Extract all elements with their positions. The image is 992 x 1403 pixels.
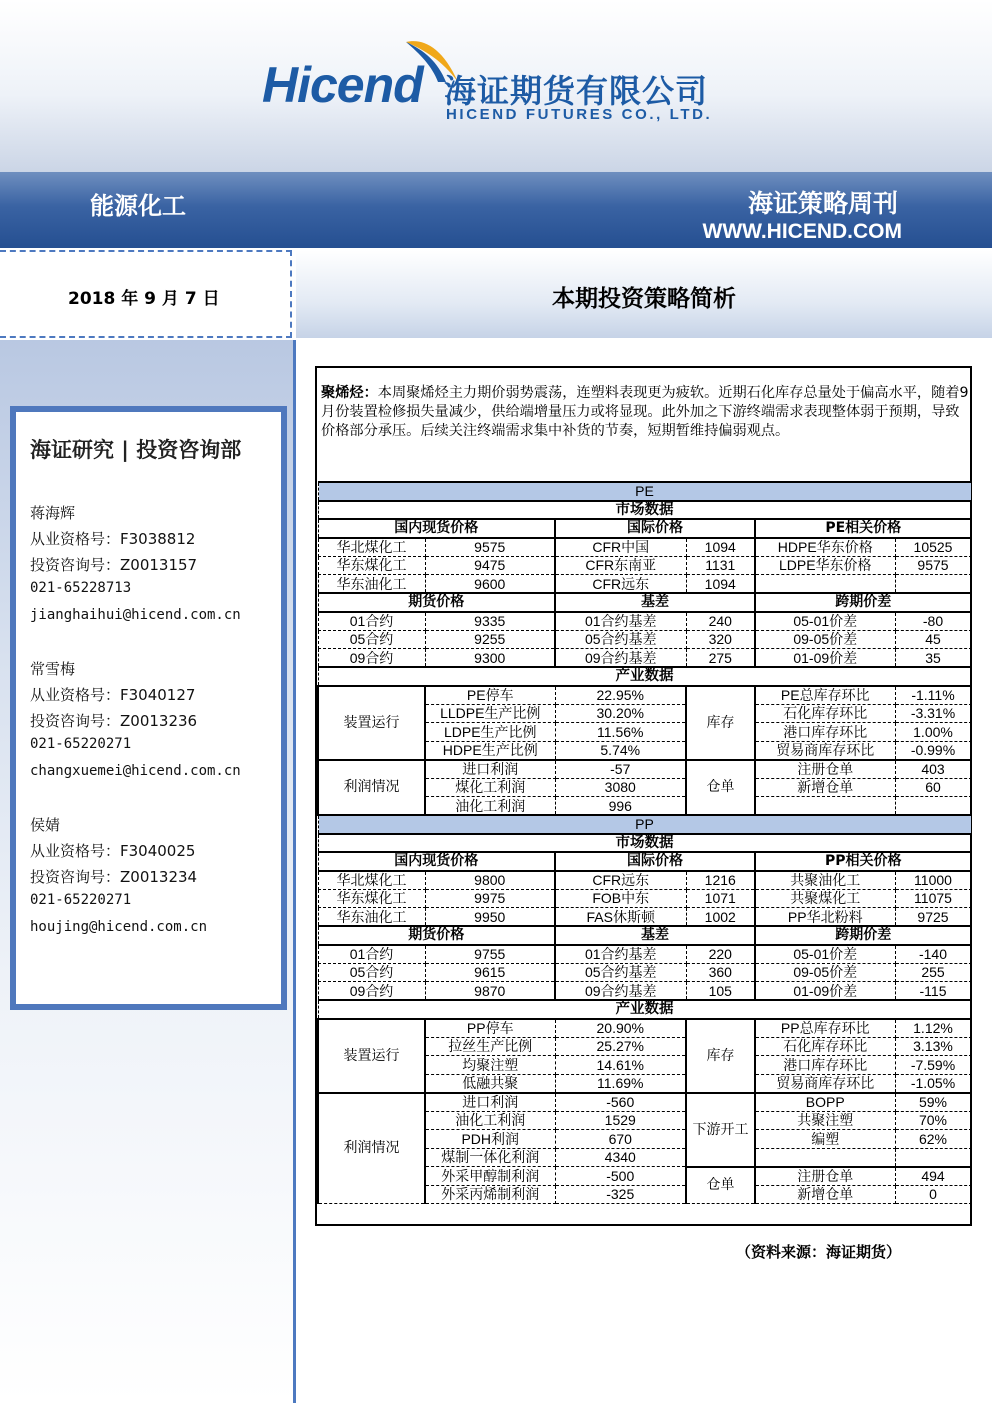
profit-value: 670 xyxy=(555,1130,686,1149)
related-price-header: PE相关价格 xyxy=(755,519,971,538)
warehouse-value: 60 xyxy=(895,778,971,797)
device-value: 11.69% xyxy=(555,1074,686,1093)
device-name: 低融共聚 xyxy=(425,1074,555,1093)
table-row xyxy=(318,871,971,890)
inventory-name: PE总库存环比 xyxy=(755,686,895,705)
warehouse-value: 494 xyxy=(895,1167,971,1186)
profit-name: 外采甲醇制利润 xyxy=(425,1167,555,1186)
inventory-value: -0.99% xyxy=(895,741,971,760)
summary-text: 本周聚烯烃主力期价弱势震荡，连塑料表现更为疲软。近期石化库存总量处于偏高水平，随着9月份装置检修损失量减少，供给端增量压力或将显现。此外加之下游终端需求表现整体弱于预期，导致价格部分承压。后续关注终端需求集中补货的节奏，短期暂维持偏弱观点。 xyxy=(321,385,969,439)
related-value: 11000 xyxy=(895,871,971,890)
inventory-value: -1.05% xyxy=(895,1074,971,1093)
inventory-name: 港口库存环比 xyxy=(755,723,895,742)
basis-value: 360 xyxy=(686,963,755,982)
related-name: LDPE华东价格 xyxy=(755,556,895,575)
related-value: 10525 xyxy=(895,538,971,557)
profit-label: 利润情况 xyxy=(318,760,425,816)
device-name: HDPE生产比例 xyxy=(425,741,555,760)
inventory-name: PP总库存环比 xyxy=(755,1019,895,1038)
intl-name: CFR远东 xyxy=(555,575,686,594)
warehouse-value: 0 xyxy=(895,1185,971,1204)
spot-value: 9600 xyxy=(425,575,555,594)
spread-name: 05-01价差 xyxy=(755,612,895,631)
device-name: PE停车 xyxy=(425,686,555,705)
inventory-value: -1.11% xyxy=(895,686,971,705)
table-row xyxy=(318,630,971,649)
logo-hicend-text: Hicend xyxy=(262,57,423,113)
downstream-name xyxy=(755,1148,895,1167)
warehouse-name: 新增仓单 xyxy=(755,778,895,797)
inventory-value: 3.13% xyxy=(895,1037,971,1056)
inventory-value: 1.12% xyxy=(895,1019,971,1038)
futures-contract: 09合约 xyxy=(318,982,425,1001)
data-source-note: （资料来源：海证期货） xyxy=(736,1243,902,1261)
related-name: 共聚油化工 xyxy=(755,871,895,890)
device-value: 30.20% xyxy=(555,704,686,723)
table-row xyxy=(318,945,971,964)
futures-contract: 05合约 xyxy=(318,630,425,649)
analyst-advisory: 投资咨询号：Z0013236 xyxy=(30,712,198,730)
profit-name: 外采丙烯制利润 xyxy=(425,1185,555,1204)
device-value: 11.56% xyxy=(555,723,686,742)
subheader-row xyxy=(318,1000,971,1019)
spot-name: 华东煤化工 xyxy=(318,889,425,908)
intl-price-header: 国际价格 xyxy=(555,519,755,538)
table-row xyxy=(318,908,971,927)
spread-value: -140 xyxy=(895,945,971,964)
company-name-cn: 海证期货有限公司 xyxy=(444,72,709,110)
subheader-row xyxy=(318,501,971,520)
analyst-advisory: 投资咨询号：Z0013234 xyxy=(30,868,198,886)
analyst-email[interactable]: jianghaihui@hicend.com.cn xyxy=(30,607,241,623)
title-box xyxy=(296,250,992,338)
intl-value: 1071 xyxy=(686,889,755,908)
spot-value: 9575 xyxy=(425,538,555,557)
spread-value: 255 xyxy=(895,963,971,982)
report-date: 2018 年 9 月 7 日 xyxy=(68,289,220,309)
related-name: PP华北粉料 xyxy=(755,908,895,927)
contact-heading: 海证研究 | 投资咨询部 xyxy=(30,438,242,462)
analyst-phone: 021-65220271 xyxy=(30,892,132,908)
spot-value: 9475 xyxy=(425,556,555,575)
downstream-name: 共聚注塑 xyxy=(755,1111,895,1130)
inventory-name: 石化库存环比 xyxy=(755,704,895,723)
device-operation-label: 装置运行 xyxy=(318,1019,425,1093)
analyst-name: 常雪梅 xyxy=(30,660,76,678)
device-value: 5.74% xyxy=(555,741,686,760)
spread-header: 跨期价差 xyxy=(755,593,971,612)
profit-name: 油化工利润 xyxy=(425,797,555,816)
spread-value: -115 xyxy=(895,982,971,1001)
spread-name: 09-05价差 xyxy=(755,630,895,649)
industry-data-header: 产业数据 xyxy=(318,1000,971,1019)
section-row xyxy=(318,815,971,834)
report-category: 能源化工 xyxy=(90,192,186,220)
spot-value: 9950 xyxy=(425,908,555,927)
table-row xyxy=(318,538,971,557)
warehouse-label: 仓单 xyxy=(686,760,755,816)
futures-value: 9755 xyxy=(425,945,555,964)
device-name: 均聚注塑 xyxy=(425,1056,555,1075)
domestic-spot-header: 国内现货价格 xyxy=(318,852,555,871)
market-data-header: 市场数据 xyxy=(318,501,971,520)
table-row xyxy=(318,649,971,668)
downstream-value: 62% xyxy=(895,1130,971,1149)
device-value: 14.61% xyxy=(555,1056,686,1075)
downstream-value: 70% xyxy=(895,1111,971,1130)
website-url: WWW.HICEND.COM xyxy=(702,220,902,243)
intl-value: 1094 xyxy=(686,575,755,594)
polyolefin-summary xyxy=(321,384,969,441)
profit-value: -325 xyxy=(555,1185,686,1204)
analyst-phone: 021-65228713 xyxy=(30,580,132,596)
related-value: 11075 xyxy=(895,889,971,908)
analyst-advisory: 投资咨询号：Z0013157 xyxy=(30,556,198,574)
table-row xyxy=(318,760,971,779)
device-value: 20.90% xyxy=(555,1019,686,1038)
market-data-header: 市场数据 xyxy=(318,834,971,853)
section-header: PE xyxy=(318,482,971,501)
device-name: 拉丝生产比例 xyxy=(425,1037,555,1056)
inventory-value: -3.31% xyxy=(895,704,971,723)
intl-value: 1002 xyxy=(686,908,755,927)
publication-name: 海证策略周刊 xyxy=(747,189,898,218)
related-value xyxy=(895,575,971,594)
spread-value: 45 xyxy=(895,630,971,649)
title-band xyxy=(0,172,992,248)
related-name: 共聚煤化工 xyxy=(755,889,895,908)
intl-name: CFR东南亚 xyxy=(555,556,686,575)
inventory-name: 贸易商库存环比 xyxy=(755,1074,895,1093)
downstream-label: 下游开工 xyxy=(686,1093,755,1167)
table-row xyxy=(318,982,971,1001)
profit-value: 4340 xyxy=(555,1148,686,1167)
spot-name: 华东油化工 xyxy=(318,908,425,927)
device-name: LLDPE生产比例 xyxy=(425,704,555,723)
warehouse-label: 仓单 xyxy=(686,1167,755,1204)
futures-price-header: 期货价格 xyxy=(318,593,555,612)
intl-price-header: 国际价格 xyxy=(555,852,755,871)
spread-value: 35 xyxy=(895,649,971,668)
table-row xyxy=(318,556,971,575)
spot-value: 9975 xyxy=(425,889,555,908)
profit-name: 进口利润 xyxy=(425,760,555,779)
downstream-name: BOPP xyxy=(755,1093,895,1112)
profit-name: 煤制一体化利润 xyxy=(425,1148,555,1167)
spread-header: 跨期价差 xyxy=(755,926,971,945)
intl-value: 1094 xyxy=(686,538,755,557)
futures-price-header: 期货价格 xyxy=(318,926,555,945)
analyst-name: 蒋海辉 xyxy=(30,504,76,522)
basis-name: 05合约基差 xyxy=(555,630,686,649)
intl-name: CFR中国 xyxy=(555,538,686,557)
basis-name: 01合约基差 xyxy=(555,612,686,631)
basis-header: 基差 xyxy=(555,926,755,945)
strategy-table-box xyxy=(315,366,972,1226)
profit-value: -500 xyxy=(555,1167,686,1186)
futures-contract: 05合约 xyxy=(318,963,425,982)
warehouse-name: 注册仓单 xyxy=(755,760,895,779)
inventory-label: 库存 xyxy=(686,1019,755,1093)
profit-label: 利润情况 xyxy=(318,1093,425,1204)
summary-label: 聚烯烃： xyxy=(321,385,378,401)
table-row xyxy=(318,963,971,982)
basis-name: 05合约基差 xyxy=(555,963,686,982)
related-value: 9725 xyxy=(895,908,971,927)
group-header-row xyxy=(318,852,971,871)
inventory-name: 贸易商库存环比 xyxy=(755,741,895,760)
related-name xyxy=(755,575,895,594)
device-operation-label: 装置运行 xyxy=(318,686,425,760)
spot-name: 华东煤化工 xyxy=(318,556,425,575)
futures-contract: 01合约 xyxy=(318,945,425,964)
spread-name: 01-09价差 xyxy=(755,649,895,668)
report-title: 本期投资策略简析 xyxy=(552,286,736,312)
analyst-license: 从业资格号：F3038812 xyxy=(30,530,196,548)
table-row xyxy=(318,1093,971,1112)
company-name-en: HICEND FUTURES CO., LTD. xyxy=(446,106,713,123)
device-name: LDPE生产比例 xyxy=(425,723,555,742)
subheader-row xyxy=(318,667,971,686)
table-row xyxy=(318,612,971,631)
inventory-name: 石化库存环比 xyxy=(755,1037,895,1056)
analyst-phone: 021-65220271 xyxy=(30,736,132,752)
profit-name: PDH利润 xyxy=(425,1130,555,1149)
domestic-spot-header: 国内现货价格 xyxy=(318,519,555,538)
related-value: 9575 xyxy=(895,556,971,575)
analyst-email[interactable]: changxuemei@hicend.com.cn xyxy=(30,763,241,779)
futures-value: 9300 xyxy=(425,649,555,668)
basis-header: 基差 xyxy=(555,593,755,612)
device-value: 22.95% xyxy=(555,686,686,705)
warehouse-name: 注册仓单 xyxy=(755,1167,895,1186)
date-box xyxy=(0,250,292,338)
futures-value: 9335 xyxy=(425,612,555,631)
downstream-value xyxy=(895,1148,971,1167)
industry-data-header: 产业数据 xyxy=(318,667,971,686)
warehouse-value xyxy=(895,797,971,816)
inventory-label: 库存 xyxy=(686,686,755,760)
device-name: PP停车 xyxy=(425,1019,555,1038)
group-header-row xyxy=(318,926,971,945)
spread-name: 01-09价差 xyxy=(755,982,895,1001)
profit-name: 油化工利润 xyxy=(425,1111,555,1130)
section-row xyxy=(318,482,971,501)
group-header-row xyxy=(318,519,971,538)
company-logo xyxy=(262,36,742,136)
intl-name: FOB中东 xyxy=(555,889,686,908)
table-row xyxy=(318,686,971,705)
section-header: PP xyxy=(318,815,971,834)
basis-value: 320 xyxy=(686,630,755,649)
spread-name: 05-01价差 xyxy=(755,945,895,964)
downstream-value: 59% xyxy=(895,1093,971,1112)
basis-name: 09合约基差 xyxy=(555,649,686,668)
table-row xyxy=(318,889,971,908)
spread-name: 09-05价差 xyxy=(755,963,895,982)
futures-value: 9255 xyxy=(425,630,555,649)
basis-name: 01合约基差 xyxy=(555,945,686,964)
profit-name: 煤化工利润 xyxy=(425,778,555,797)
futures-value: 9615 xyxy=(425,963,555,982)
futures-contract: 09合约 xyxy=(318,649,425,668)
analyst-license: 从业资格号：F3040127 xyxy=(30,686,196,704)
spot-name: 华北煤化工 xyxy=(318,871,425,890)
basis-value: 220 xyxy=(686,945,755,964)
warehouse-name xyxy=(755,797,895,816)
spot-value: 9800 xyxy=(425,871,555,890)
subheader-row xyxy=(318,834,971,853)
profit-value: 3080 xyxy=(555,778,686,797)
spread-value: -80 xyxy=(895,612,971,631)
intl-value: 1216 xyxy=(686,871,755,890)
downstream-name: 编塑 xyxy=(755,1130,895,1149)
column-divider xyxy=(293,340,296,1403)
intl-value: 1131 xyxy=(686,556,755,575)
page-header xyxy=(0,0,992,172)
futures-contract: 01合约 xyxy=(318,612,425,631)
related-name: HDPE华东价格 xyxy=(755,538,895,557)
profit-name: 进口利润 xyxy=(425,1093,555,1112)
warehouse-value: 403 xyxy=(895,760,971,779)
device-value: 25.27% xyxy=(555,1037,686,1056)
analyst-license: 从业资格号：F3040025 xyxy=(30,842,196,860)
profit-value: -57 xyxy=(555,760,686,779)
intl-name: CFR远东 xyxy=(555,871,686,890)
spot-name: 华北煤化工 xyxy=(318,538,425,557)
inventory-value: 1.00% xyxy=(895,723,971,742)
futures-value: 9870 xyxy=(425,982,555,1001)
basis-name: 09合约基差 xyxy=(555,982,686,1001)
basis-value: 275 xyxy=(686,649,755,668)
intl-name: FAS休斯顿 xyxy=(555,908,686,927)
related-price-header: PP相关价格 xyxy=(755,852,971,871)
inventory-name: 港口库存环比 xyxy=(755,1056,895,1075)
analyst-contact-box xyxy=(10,406,287,1010)
table-row xyxy=(318,1019,971,1038)
warehouse-name: 新增仓单 xyxy=(755,1185,895,1204)
inventory-value: -7.59% xyxy=(895,1056,971,1075)
spot-name: 华东油化工 xyxy=(318,575,425,594)
basis-value: 105 xyxy=(686,982,755,1001)
profit-value: -560 xyxy=(555,1093,686,1112)
profit-value: 1529 xyxy=(555,1111,686,1130)
market-data-table xyxy=(317,481,972,1204)
table-row xyxy=(318,575,971,594)
basis-value: 240 xyxy=(686,612,755,631)
profit-value: 996 xyxy=(555,797,686,816)
group-header-row xyxy=(318,593,971,612)
analyst-email[interactable]: houjing@hicend.com.cn xyxy=(30,919,208,935)
analyst-name: 侯婧 xyxy=(30,816,61,834)
